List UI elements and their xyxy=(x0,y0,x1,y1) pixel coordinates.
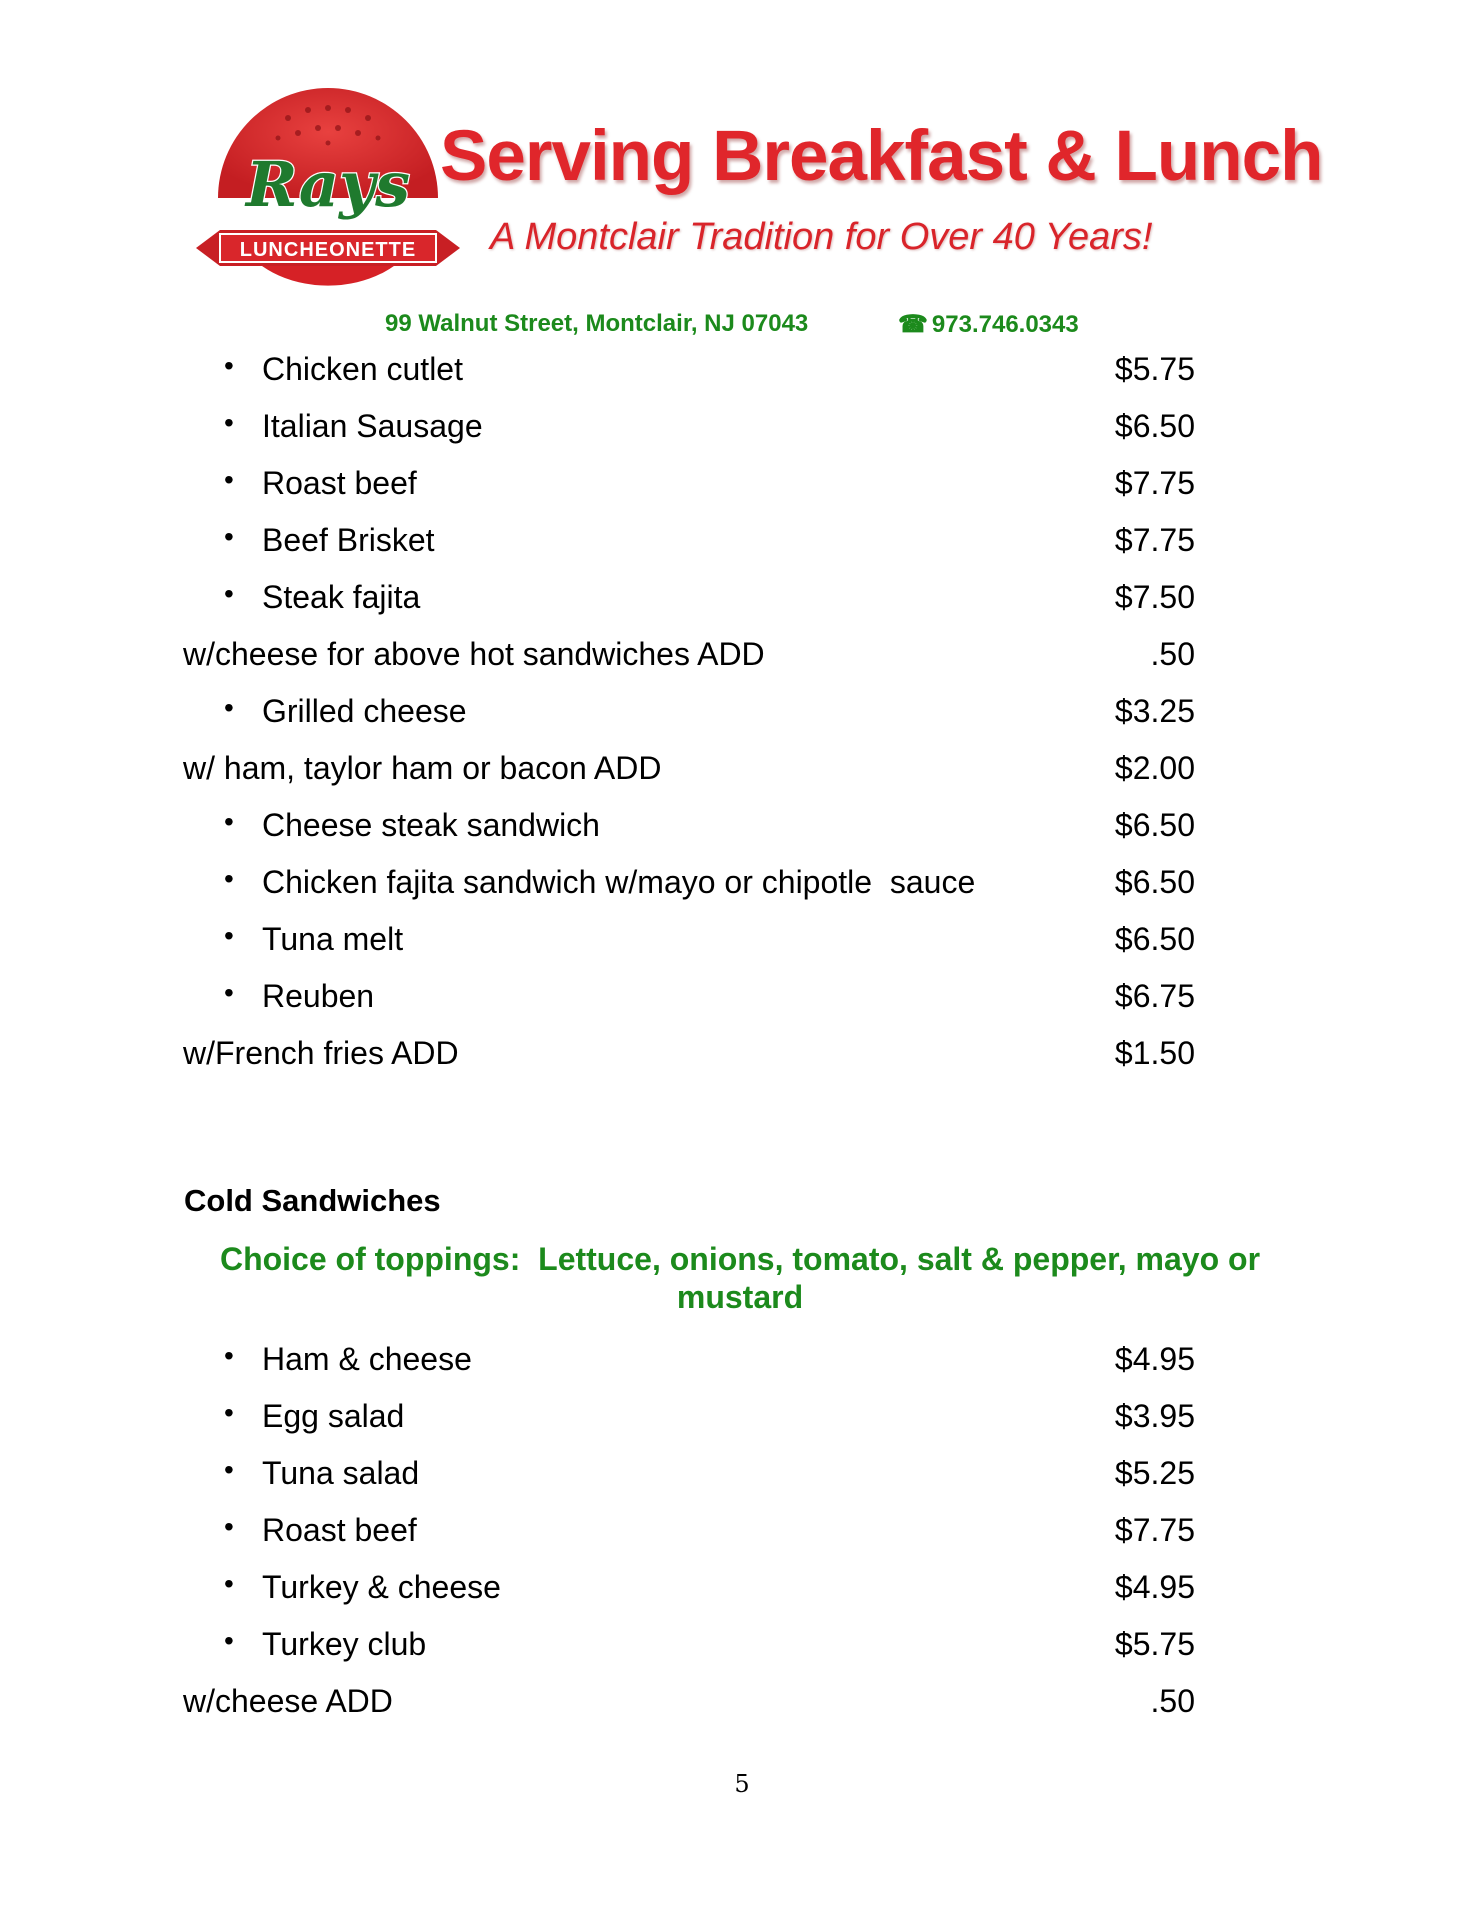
bullet: • xyxy=(224,863,234,894)
list-item xyxy=(0,463,1484,503)
item-price: $7.75 xyxy=(1114,1512,1195,1548)
item-name: Beef Brisket xyxy=(262,522,435,558)
phone[interactable] xyxy=(898,310,1079,339)
item-price: $7.75 xyxy=(1114,465,1195,501)
bullet: • xyxy=(224,464,234,495)
list-item xyxy=(0,349,1484,389)
list-item xyxy=(0,1339,1484,1379)
addon-label: w/French fries ADD xyxy=(183,1035,459,1071)
item-name: Steak fajita xyxy=(262,579,421,615)
item-name: Chicken cutlet xyxy=(262,351,463,387)
bullet: • xyxy=(224,977,234,1008)
list-item xyxy=(0,691,1484,731)
item-price: $6.50 xyxy=(1114,864,1195,900)
bullet: • xyxy=(224,1397,234,1428)
item-price: $5.75 xyxy=(1114,351,1195,387)
bullet: • xyxy=(224,521,234,552)
item-price: $7.50 xyxy=(1114,579,1195,615)
bullet: • xyxy=(224,806,234,837)
phone-icon: ☎ xyxy=(898,311,928,338)
svg-text:LUNCHEONETTE: LUNCHEONETTE xyxy=(239,239,417,261)
item-price: $3.25 xyxy=(1114,693,1195,729)
phone-number: 973.746.0343 xyxy=(931,311,1079,338)
address: 99 Walnut Street, Montclair, NJ 07043 xyxy=(385,310,809,337)
item-name: Ham & cheese xyxy=(262,1341,472,1377)
item-price: $6.50 xyxy=(1114,408,1195,444)
bullet: • xyxy=(224,692,234,723)
toppings-note xyxy=(180,1240,1300,1316)
addon-price: .50 xyxy=(1150,636,1195,672)
item-price: $7.75 xyxy=(1114,522,1195,558)
list-item xyxy=(0,406,1484,446)
rays-luncheonette-logo xyxy=(178,88,478,288)
list-item xyxy=(0,520,1484,560)
list-item xyxy=(0,1567,1484,1607)
list-item xyxy=(0,577,1484,617)
item-name: Tuna melt xyxy=(262,921,404,957)
toppings-line: mustard xyxy=(676,1279,804,1315)
list-item xyxy=(0,805,1484,845)
addon-row xyxy=(0,1681,1484,1721)
item-price: $4.95 xyxy=(1114,1341,1195,1377)
page-number: 5 xyxy=(734,1770,750,1798)
addon-price: $2.00 xyxy=(1114,750,1195,786)
section-heading-cold-sandwiches: Cold Sandwiches xyxy=(184,1183,441,1218)
item-name: Turkey & cheese xyxy=(262,1569,501,1605)
list-item xyxy=(0,919,1484,959)
item-price: $5.25 xyxy=(1114,1455,1195,1491)
item-name: Turkey club xyxy=(262,1626,427,1662)
bullet: • xyxy=(224,578,234,609)
item-name: Grilled cheese xyxy=(262,693,467,729)
list-item xyxy=(0,1453,1484,1493)
addon-row xyxy=(0,1033,1484,1073)
toppings-line: Choice of toppings: Lettuce, onions, tomato, salt & pepper, mayo or xyxy=(219,1241,1261,1277)
item-name: Cheese steak sandwich xyxy=(262,807,600,843)
addon-label: w/ ham, taylor ham or bacon ADD xyxy=(183,750,662,786)
item-price: $6.75 xyxy=(1114,978,1195,1014)
bullet: • xyxy=(224,1454,234,1485)
headline: Serving Breakfast & Lunch xyxy=(440,117,1323,196)
list-item xyxy=(0,976,1484,1016)
svg-text:Rays: Rays xyxy=(245,148,411,221)
header-banner xyxy=(178,88,1323,303)
item-price: $6.50 xyxy=(1114,807,1195,843)
item-name: Egg salad xyxy=(262,1398,405,1434)
addon-row xyxy=(0,634,1484,674)
addon-price: $1.50 xyxy=(1114,1035,1195,1071)
bullet: • xyxy=(224,350,234,381)
addon-row xyxy=(0,748,1484,788)
item-price: $5.75 xyxy=(1114,1626,1195,1662)
item-name: Tuna salad xyxy=(262,1455,420,1491)
item-price: $4.95 xyxy=(1114,1569,1195,1605)
bullet: • xyxy=(224,407,234,438)
list-item xyxy=(0,1624,1484,1664)
item-name: Italian Sausage xyxy=(262,408,483,444)
item-name: Roast beef xyxy=(262,465,417,501)
item-price: $3.95 xyxy=(1114,1398,1195,1434)
bullet: • xyxy=(224,1568,234,1599)
addon-label: w/cheese for above hot sandwiches ADD xyxy=(183,636,765,672)
addon-label: w/cheese ADD xyxy=(183,1683,393,1719)
bullet: • xyxy=(224,1340,234,1371)
list-item xyxy=(0,1510,1484,1550)
bullet: • xyxy=(224,1511,234,1542)
item-name: Chicken fajita sandwich w/mayo or chipotle sauce xyxy=(262,864,976,900)
contact-line xyxy=(0,310,1484,340)
bullet: • xyxy=(224,920,234,951)
addon-price: .50 xyxy=(1150,1683,1195,1719)
tagline: A Montclair Tradition for Over 40 Years! xyxy=(490,216,1153,258)
item-price: $6.50 xyxy=(1114,921,1195,957)
bullet: • xyxy=(224,1625,234,1656)
list-item xyxy=(0,862,1484,902)
list-item xyxy=(0,1396,1484,1436)
item-name: Reuben xyxy=(262,978,375,1014)
item-name: Roast beef xyxy=(262,1512,417,1548)
